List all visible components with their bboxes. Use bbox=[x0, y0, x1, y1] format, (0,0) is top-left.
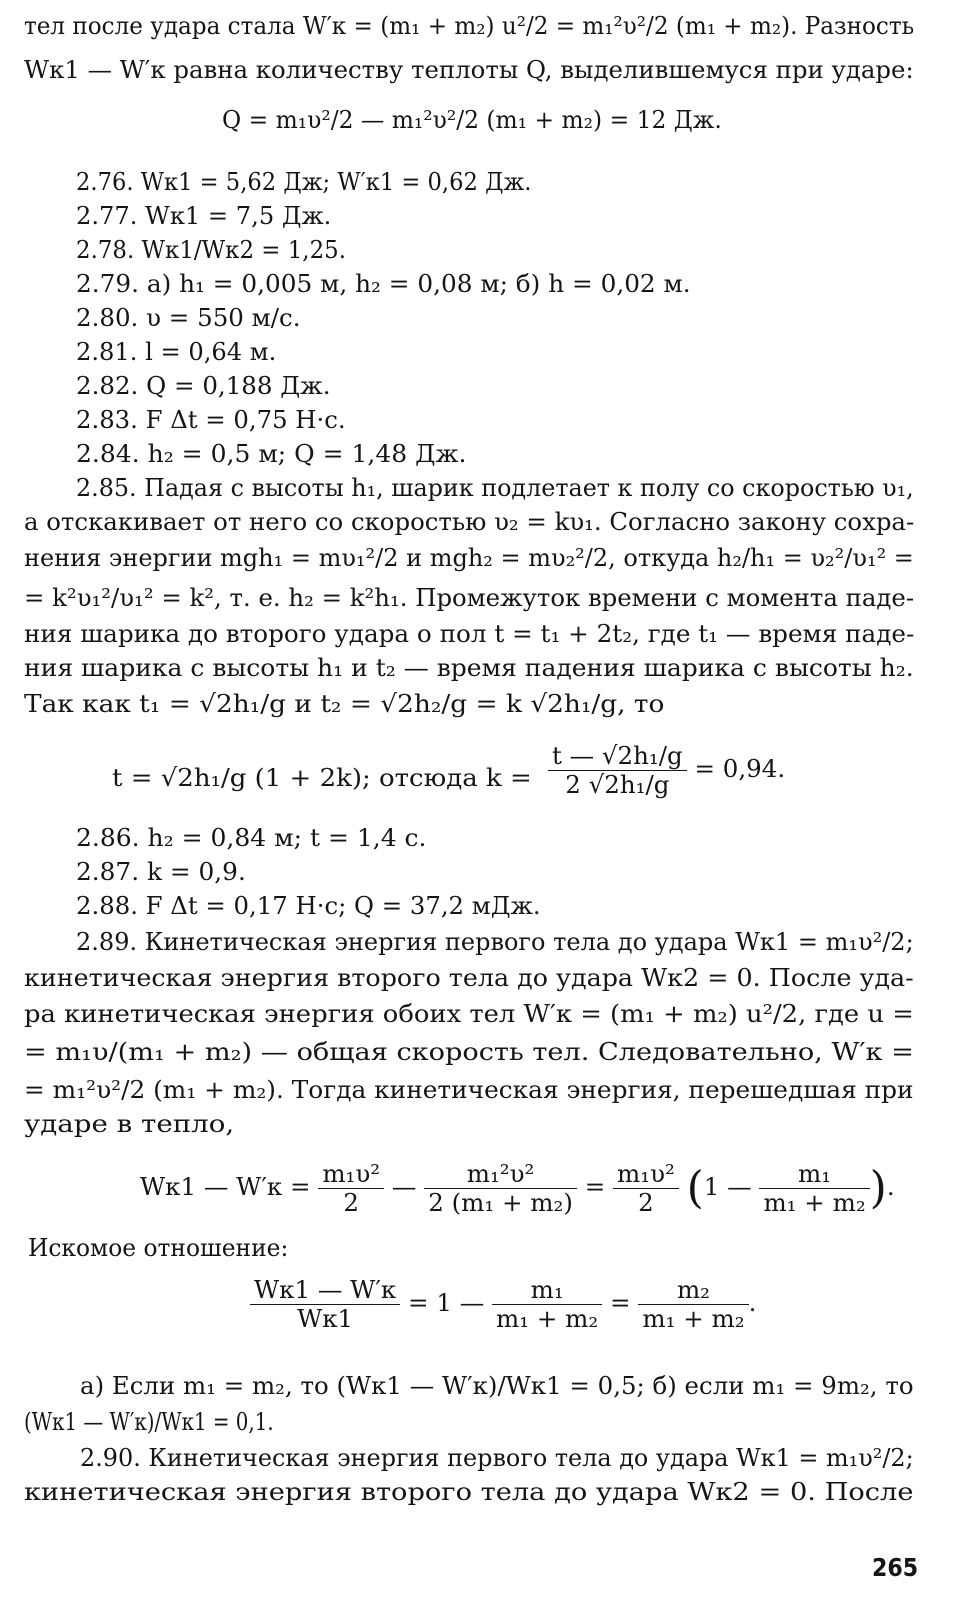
text-line: = m₁²υ²/2 (m₁ + m₂). Тогда кинетическая энергия, перешедшая при bbox=[24, 1075, 914, 1104]
text-line: 2.85. Падая с высоты h₁, шарик подлетает к полу со скоростью υ₁, bbox=[76, 473, 914, 502]
text-line: ния шарика до второго удара о пол t = t₁ + 2t₂, где t₁ — время паде- bbox=[24, 619, 915, 648]
answer-2-83: 2.83. F Δt = 0,75 Н·с. bbox=[76, 405, 346, 434]
text-line: ра кинетическая энергия обоих тел W′к = (m₁ + m₂) u²/2, где u = bbox=[24, 999, 914, 1028]
text-line: 2.90. Кинетическая энергия первого тела до удара Wк1 = m₁υ²/2; bbox=[80, 1443, 914, 1472]
text-line: а отскакивает от него со скоростью υ₂ = kυ₁. Согласно закону сохра- bbox=[24, 507, 915, 536]
answer-2-87: 2.87. k = 0,9. bbox=[76, 857, 246, 886]
text-line: = k²υ₁²/υ₁² = k², т. е. h₂ = k²h₁. Промежуток времени с момента паде- bbox=[24, 583, 915, 612]
answer-2-86: 2.86. h₂ = 0,84 м; t = 1,4 с. bbox=[76, 823, 427, 852]
answer-2-80: 2.80. υ = 550 м/с. bbox=[76, 303, 301, 332]
text-line: Wк1 — W′к равна количеству теплоты Q, выделившемуся при ударе: bbox=[24, 55, 914, 84]
equation-line: Q = m₁υ²/2 — m₁²υ²/2 (m₁ + m₂) = 12 Дж. bbox=[222, 105, 722, 134]
answer-2-82: 2.82. Q = 0,188 Дж. bbox=[76, 371, 331, 400]
equation-line: t = √2h₁/g (1 + 2k); отсюда k = bbox=[112, 763, 532, 792]
text-line: ударе в тепло, bbox=[24, 1109, 235, 1138]
text-line: нения энергии mgh₁ = mυ₁²/2 и mgh₂ = mυ₂²/2, откуда h₂/h₁ = υ₂²/υ₁² = bbox=[24, 543, 914, 572]
answer-2-88: 2.88. F Δt = 0,17 Н·с; Q = 37,2 мДж. bbox=[76, 891, 541, 920]
answer-2-77: 2.77. Wк1 = 7,5 Дж. bbox=[76, 201, 332, 230]
text-line: а) Если m₁ = m₂, то (Wк1 — W′к)/Wк1 = 0,5; б) если m₁ = 9m₂, то bbox=[80, 1371, 914, 1400]
equation-line: Wк1 — W′к = $\frac{\text{m₁υ²}}{2}$ — $\frac{\text{m₁²υ²}}{\text{2 (m₁ + m₂)}}$ = $\frac{\text{m₁υ²}}{2}$ (1 — $\frac{\text{m₁}}{\text{m₁ + m₂}}$ ). bbox=[140, 1159, 895, 1218]
answer-2-81: 2.81. l = 0,64 м. bbox=[76, 337, 277, 366]
text-line: 2.89. Кинетическая энергия первого тела до удара Wк1 = m₁υ²/2; bbox=[76, 927, 914, 956]
text-line: кинетическая энергия второго тела до удара Wк2 = 0. После уда- bbox=[24, 963, 914, 992]
text-line: Искомое отношение: bbox=[28, 1233, 289, 1262]
text-line: ния шарика с высоты h₁ и t₂ — время падения шарика с высоты h₂. bbox=[24, 653, 914, 682]
text-line: тел после удара стала W′к = (m₁ + m₂) u²/2 = m₁²υ²/2 (m₁ + m₂). Разность bbox=[24, 11, 915, 40]
equation-fraction: $\frac{\text{t — √2h₁/g}}{\text{2 √2h₁/g}}$ = 0,94. bbox=[548, 742, 785, 799]
text-line: = m₁υ/(m₁ + m₂) — общая скорость тел. Следовательно, W′к = bbox=[24, 1037, 914, 1066]
answer-2-84: 2.84. h₂ = 0,5 м; Q = 1,48 Дж. bbox=[76, 439, 467, 468]
equation-line: $\frac{Wк1 — W'к}{Wк1}$ = 1 — $\frac{\text{m₁}}{\text{m₁ + m₂}}$ = $\frac{\text{m₂}}{\text{m₁ + m₂}}$ . bbox=[250, 1276, 756, 1333]
answer-2-76: 2.76. Wк1 = 5,62 Дж; W′к1 = 0,62 Дж. bbox=[76, 167, 532, 196]
text-line: (Wк1 — W′к)/Wк1 = 0,1. bbox=[24, 1407, 274, 1436]
text-line: кинетическая энергия второго тела до удара Wк2 = 0. После bbox=[24, 1477, 914, 1506]
answer-2-79: 2.79. а) h₁ = 0,005 м, h₂ = 0,08 м; б) h = 0,02 м. bbox=[76, 269, 691, 298]
answer-2-78: 2.78. Wк1/Wк2 = 1,25. bbox=[76, 235, 346, 264]
page-number: 265 bbox=[872, 1553, 919, 1582]
text-line: Так как t₁ = √2h₁/g и t₂ = √2h₂/g = k √2h₁/g, то bbox=[24, 689, 665, 718]
